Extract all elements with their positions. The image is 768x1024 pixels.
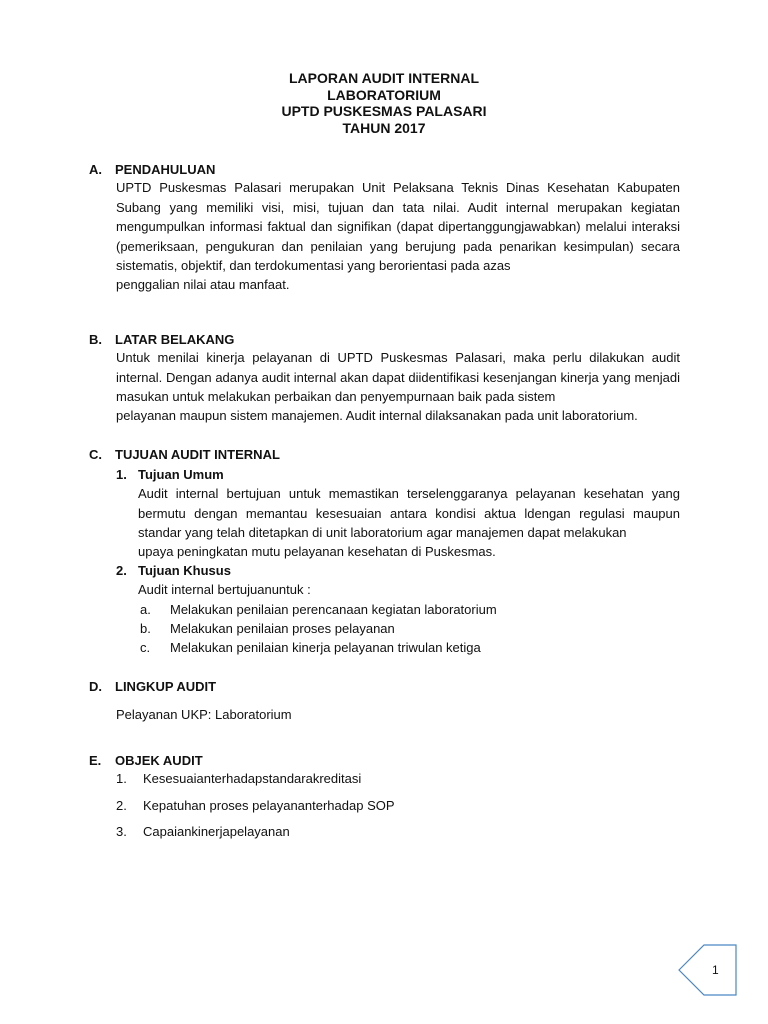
tujuan-khusus-title: Tujuan Khusus	[138, 563, 231, 578]
list-item	[116, 796, 395, 815]
tujuan-khusus-intro: Audit internal bertujuanuntuk :	[138, 582, 311, 597]
section-d-title: LINGKUP AUDIT	[115, 679, 217, 694]
section-c-letter: C.	[89, 447, 102, 462]
section-a-heading	[89, 160, 215, 179]
title-line-1: LAPORAN AUDIT INTERNAL	[288, 70, 480, 86]
list-item-text: Kesesuaianterhadapstandarakreditasi	[143, 771, 362, 786]
section-b-paragraph-end: pelayanan maupun sistem manajemen. Audit internal dilaksanakan pada unit laboratorium.	[116, 408, 638, 423]
section-a-title: PENDAHULUAN	[115, 162, 216, 177]
section-a-paragraph: UPTD Puskesmas Palasari merupakan Unit Pelaksana Teknis Dinas Kesehatan Kabupaten Subang yang memiliki visi, misi, tujuan dan tata nilai. Audit internal merupakan kegiatan mengumpulkan informasi faktual dan signifikan (dapat dipertanggungjawabkan) melalui interaksi (pemeriksaan, pengukuran dan penilaian yang berujung pada penarikan kesimpulan) secara sistematis, objektif, dan terdokumentasi yang berorientasi pada azas	[116, 180, 680, 273]
section-e-title: OBJEK AUDIT	[115, 753, 203, 768]
section-a-letter: A.	[89, 162, 102, 177]
tujuan-umum-paragraph: Audit internal bertujuan untuk memastikan terselenggaranya pelayanan kesehatan yang bermutu dengan memantau kesesuaian antara kondisi aktua ldengan regulasi maupun standar yang telah ditetapkan di unit laboratorium agar manajemen dapat melakukan	[138, 486, 680, 540]
list-item	[116, 822, 290, 841]
section-b-title: LATAR BELAKANG	[115, 332, 235, 347]
list-item-marker: b.	[140, 621, 151, 636]
list-item-marker: a.	[140, 602, 151, 617]
section-a-paragraph-end: penggalian nilai atau manfaat.	[116, 277, 290, 292]
list-item-marker: c.	[140, 640, 151, 655]
list-item	[116, 769, 361, 788]
list-item-text: Melakukan penilaian kinerja pelayanan triwulan ketiga	[170, 640, 481, 655]
section-e-heading	[89, 751, 203, 770]
section-b-paragraph: Untuk menilai kinerja pelayanan di UPTD Puskesmas Palasari, maka perlu dilakukan audit internal. Dengan adanya audit internal akan dapat diidentifikasi kesenjangan kinerja yang menjadi masukan untuk melakukan perbaikan dan penyempurnaan baik pada sistem	[116, 350, 680, 404]
tujuan-umum-heading	[116, 465, 224, 484]
list-item-text: Kepatuhan proses pelayananterhadap SOP	[143, 798, 395, 813]
tujuan-umum-number: 1.	[116, 467, 127, 482]
list-item-marker: 1.	[116, 771, 127, 786]
tujuan-khusus-heading	[116, 561, 231, 580]
list-item	[140, 638, 481, 657]
section-d-letter: D.	[89, 679, 102, 694]
page-number: 1	[712, 963, 719, 977]
page-badge-icon	[678, 944, 738, 996]
tujuan-khusus-number: 2.	[116, 563, 127, 578]
title-line-2: LABORATORIUM	[327, 86, 441, 103]
list-item	[140, 600, 497, 619]
list-item-text: Capaiankinerjapelayanan	[143, 824, 290, 839]
title-line-4: TAHUN 2017	[342, 119, 426, 136]
section-b-heading	[89, 330, 234, 349]
list-item-marker: 2.	[116, 798, 127, 813]
title-line-3: UPTD PUSKESMAS PALASARI	[281, 103, 487, 119]
tujuan-umum-title: Tujuan Umum	[138, 467, 224, 482]
list-item-marker: 3.	[116, 824, 127, 839]
section-b-letter: B.	[89, 332, 102, 347]
tujuan-umum-paragraph-end: upaya peningkatan mutu pelayanan kesehatan di Puskesmas.	[138, 544, 496, 559]
section-d-heading	[89, 677, 216, 696]
section-c-title: TUJUAN AUDIT INTERNAL	[115, 447, 280, 462]
section-c-heading	[89, 445, 280, 464]
section-d-body: Pelayanan UKP: Laboratorium	[116, 707, 292, 722]
list-item-text: Melakukan penilaian proses pelayanan	[170, 621, 395, 636]
section-e-letter: E.	[89, 753, 102, 768]
list-item-text: Melakukan penilaian perencanaan kegiatan laboratorium	[170, 602, 497, 617]
document-title	[0, 70, 768, 136]
list-item	[140, 619, 395, 638]
